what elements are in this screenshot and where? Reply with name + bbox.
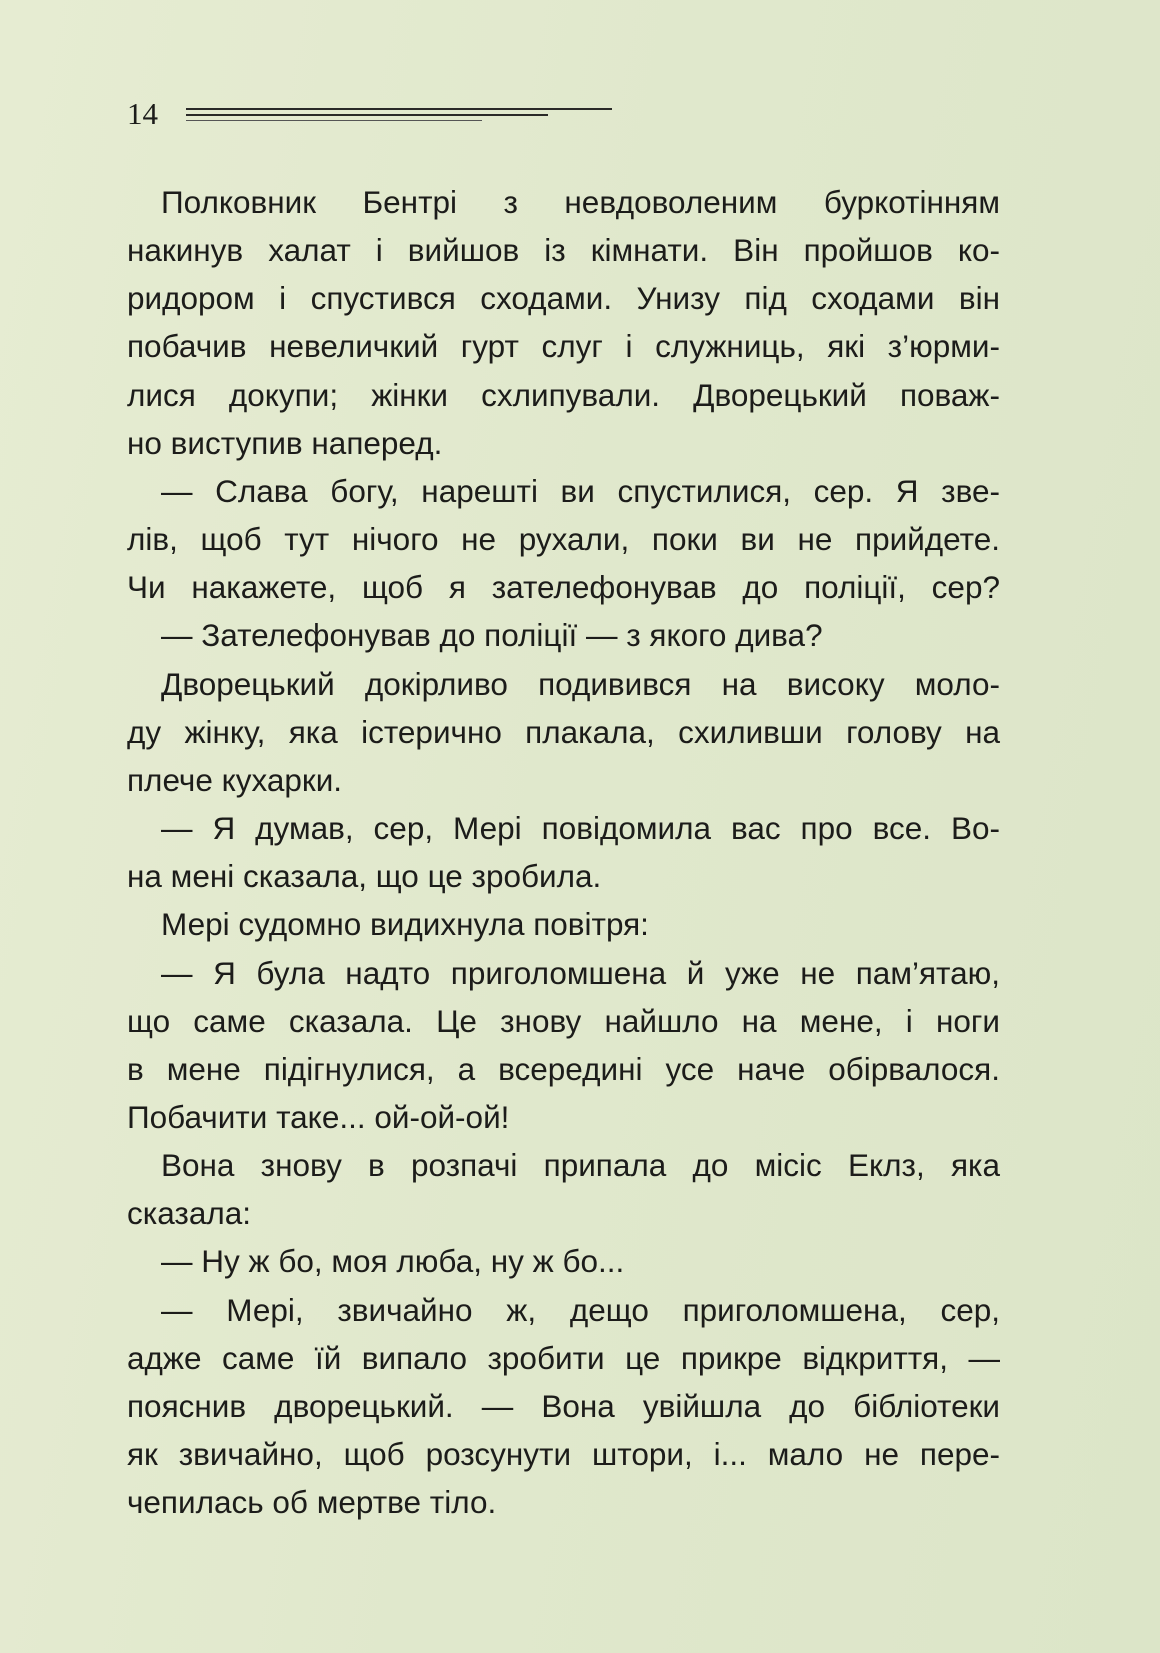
page-number: 14 (127, 96, 158, 131)
text-line: як звичайно, щоб розсунути штори, і... мало не пере- (127, 1436, 1000, 1473)
text-line: ридором і спустився сходами. Унизу під сходами він (127, 280, 1000, 317)
text-line: Побачити таке... ой-ой-ой! (127, 1098, 510, 1135)
text-line: адже саме їй випало зробити це прикре відкриття, — (127, 1339, 1000, 1376)
text-line: накинув халат і вийшов із кімнати. Він пройшов ко- (127, 232, 1000, 269)
text-line: — Я думав, сер, Мері повідомила вас про все. Во- (161, 810, 1000, 847)
text-line: на мені сказала, що це зробила. (127, 858, 602, 895)
text-line: чепилась об мертве тіло. (127, 1484, 497, 1521)
text-line: ду жінку, яка істерично плакала, схиливши голову на (127, 713, 1000, 750)
text-line: сказала: (127, 1195, 252, 1232)
header-rule (186, 114, 548, 116)
text-line: — Ну ж бо, моя люба, ну ж бо... (161, 1243, 625, 1280)
text-line: в мене підігнулися, а всередині усе наче обірвалося. (127, 1050, 1000, 1087)
text-line: — Зателефонував до поліції — з якого дива? (161, 617, 823, 654)
text-line: лися докупи; жінки схлипували. Дворецький поваж- (127, 376, 1000, 413)
body-text (127, 178, 1000, 1526)
text-line: що саме сказала. Це знову найшло на мене, і ноги (127, 1002, 1000, 1039)
text-line: — Я була надто приголомшена й уже не пам’ятаю, (161, 954, 1000, 991)
text-line: — Мері, звичайно ж, дещо приголомшена, сер, (161, 1291, 1000, 1328)
text-line: Полковник Бентрі з невдоволеним буркотінням (161, 184, 1000, 220)
text-line: плече кухарки. (127, 761, 343, 798)
text-line: — Слава богу, нарешті ви спустилися, сер. Я зве- (161, 472, 1000, 509)
text-line: пояснив дворецький. — Вона увійшла до бібліотеки (127, 1387, 1000, 1424)
text-line: побачив невеличкий гурт слуг і служниць, які з’юрми- (127, 328, 1000, 365)
text-line: лів, щоб тут нічого не рухали, поки ви не прийдете. (127, 521, 1000, 558)
text-line: но виступив наперед. (127, 424, 443, 461)
text-line: Мері судомно видихнула повітря: (161, 906, 649, 943)
header-rule (186, 108, 612, 110)
text-line: Вона знову в розпачі припала до місіс Еклз, яка (161, 1147, 1000, 1184)
header-rule (186, 120, 482, 121)
text-line: Чи накажете, щоб я зателефонував до поліції, сер? (127, 569, 1000, 606)
text-line: Дворецький докірливо подивився на високу моло- (161, 665, 1000, 702)
